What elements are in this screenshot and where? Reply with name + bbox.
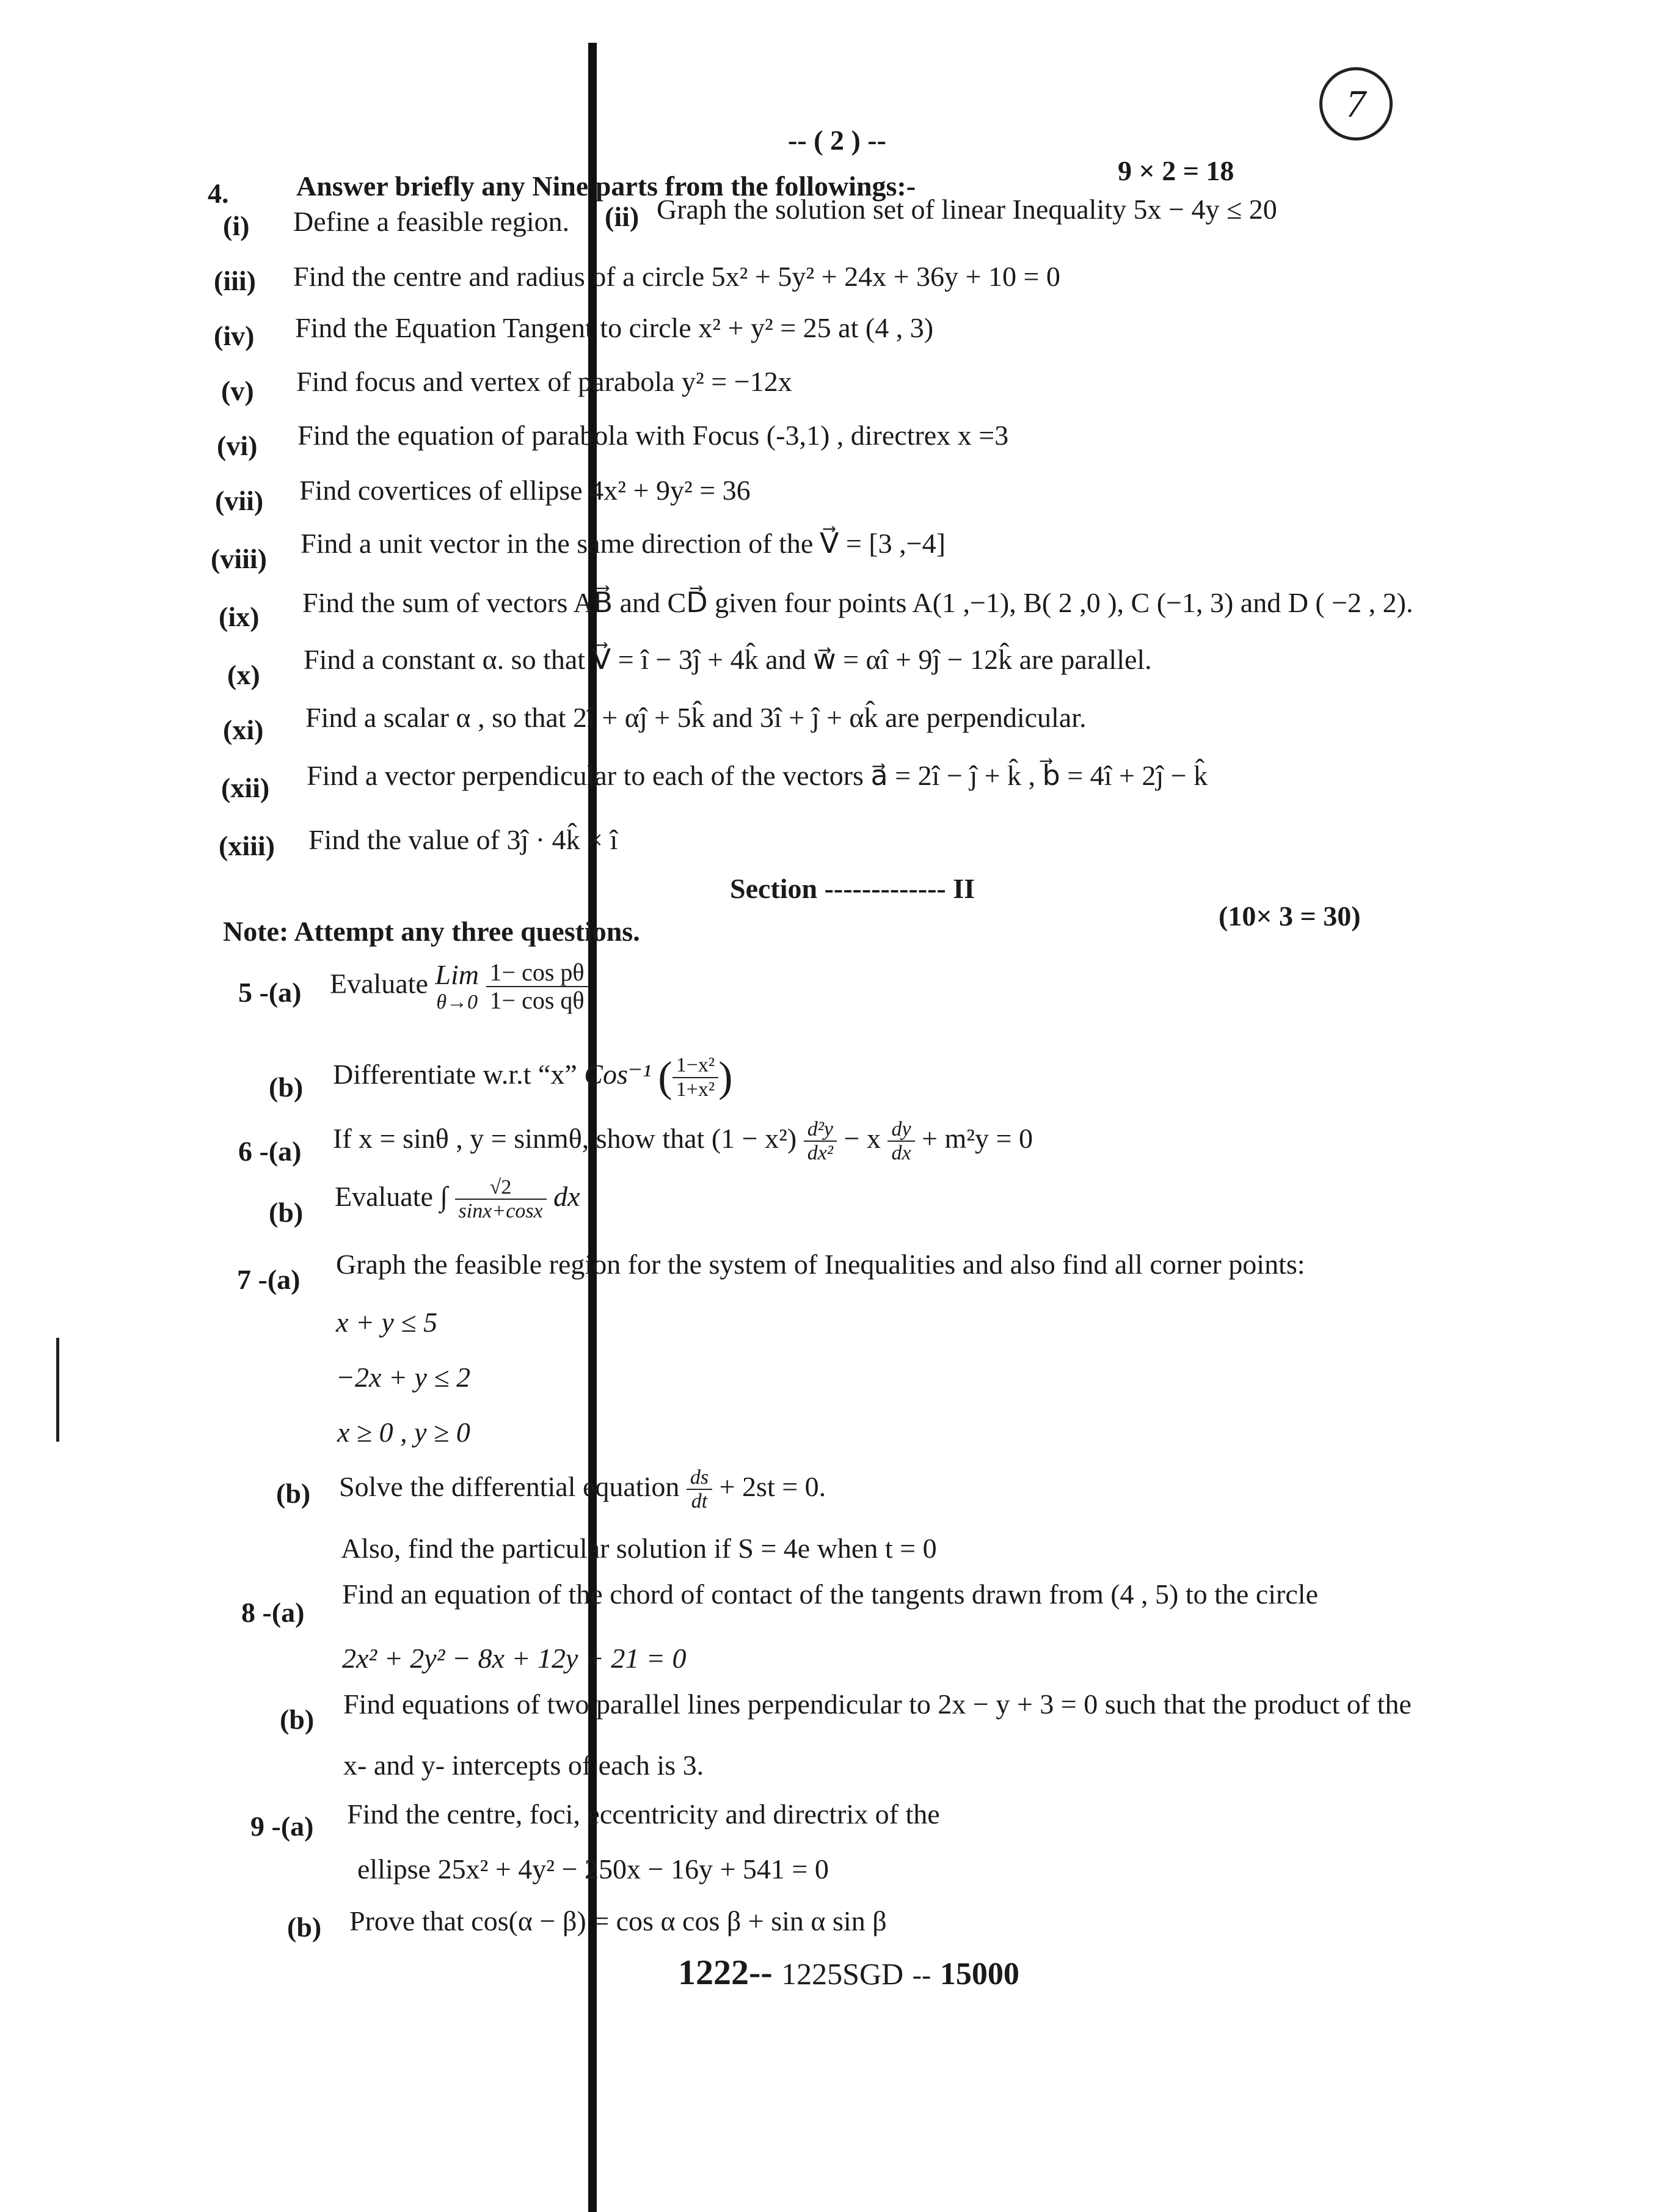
q4-instruction: Answer briefly any Nine parts from the followings:- xyxy=(296,170,916,202)
q7b-end: + 2st = 0. xyxy=(719,1470,826,1502)
q4-part-text: Find the centre and radius of a circle 5x² + 5y² + 24x + 36y + 10 = 0 xyxy=(293,261,1060,292)
q4-part-text: Find the sum of vectors AB⃗ and CD⃗ given four points A(1 ,−1), B( 2 ,0 ), C (−1, 3) and D ( −2 , 2). xyxy=(302,587,1413,618)
q9a-label: 9 -(a) xyxy=(250,1811,314,1842)
q5a-limit xyxy=(435,960,479,1013)
footer-code-1: 1222-- xyxy=(678,1952,773,1992)
q4-part-text: Find a constant α. so that V⃗ = î − 3ĵ + 4k̂ and w⃗ = αî + 9ĵ − 12k̂ are parallel. xyxy=(304,644,1152,675)
q6b-denominator: sinx+cosx xyxy=(458,1200,543,1223)
q9b-text: Prove that cos(α − β) = cos α cos β + sin α sin β xyxy=(349,1905,887,1936)
footer-code-3: 15000 xyxy=(939,1957,1019,1991)
q8a-label: 8 -(a) xyxy=(241,1597,305,1628)
q5b-function: Cos⁻¹ xyxy=(584,1059,651,1090)
q4-part-label: (xi) xyxy=(223,714,264,745)
q4-part-text: Find the Equation Tangent to circle x² + y² = 25 at (4 , 3) xyxy=(295,312,934,343)
q6a-fraction-2 xyxy=(887,1118,914,1165)
q4-part-text: Find the equation of parabola with Focus (-3,1) , directrex x =3 xyxy=(297,420,1009,451)
q9b-label: (b) xyxy=(287,1911,322,1943)
q7a-label: 7 -(a) xyxy=(237,1264,301,1295)
q8b-text: Find equations of two parallel lines perpendicular to 2x − y + 3 = 0 such that the product of the xyxy=(343,1688,1412,1720)
q4-part-label: (iv) xyxy=(214,320,255,351)
q4-part-label: (x) xyxy=(227,659,260,690)
q4-part-label: (xiii) xyxy=(219,830,275,861)
q7a-text: Graph the feasible region for the system of Inequalities and also find all corner points: xyxy=(336,1249,1305,1280)
q4-part-label: (iii) xyxy=(214,265,256,296)
q5a-lim-word: Lim xyxy=(435,959,479,990)
q6a-f2-den: dx xyxy=(891,1142,911,1165)
q5b-label: (b) xyxy=(269,1071,304,1103)
section-marks: (10× 3 = 30) xyxy=(1219,900,1361,932)
q5b-denominator: 1+x² xyxy=(676,1078,715,1101)
q4-part-label: (vi) xyxy=(217,430,258,461)
q7b-expression xyxy=(339,1466,826,1513)
q8a-text: Find an equation of the chord of contact of the tangents drawn from (4 , 5) to the circle xyxy=(342,1579,1318,1610)
q5a-fraction xyxy=(486,959,588,1014)
q5a-label: 5 -(a) xyxy=(238,977,302,1008)
q5b-numerator: 1−x² xyxy=(672,1054,718,1078)
q7a-inequality: x ≥ 0 , y ≥ 0 xyxy=(337,1417,470,1448)
paper-code-footer xyxy=(678,1952,1019,1993)
q6a-f2-num: dy xyxy=(887,1118,914,1142)
q6b-numerator: √2 xyxy=(455,1176,547,1200)
q7b-text: Solve the differential equation xyxy=(339,1470,680,1502)
q7b-line2: Also, find the particular solution if S = 4e when t = 0 xyxy=(341,1533,937,1564)
q5a-denominator: 1− cos qθ xyxy=(489,987,585,1014)
q6a-text: If x = sinθ , y = sinmθ, show that (1 − x²) xyxy=(333,1122,797,1154)
q6b-fraction xyxy=(455,1176,547,1223)
q4-marks: 9 × 2 = 18 xyxy=(1118,155,1234,186)
page-number: -- ( 2 ) -- xyxy=(788,125,886,156)
q5b-text: Differentiate w.r.t “x” xyxy=(333,1059,577,1090)
q6b-text: Evaluate ∫ xyxy=(335,1180,448,1212)
footer-separator: -- xyxy=(912,1959,931,1990)
q9a-text: Find the centre, foci, eccentricity and directrix of the xyxy=(347,1798,940,1830)
q5a-text: Evaluate xyxy=(330,968,428,999)
q4-part-label: (ix) xyxy=(219,601,260,632)
q5a-numerator: 1− cos pθ xyxy=(486,959,588,987)
q4-part-label: (i) xyxy=(223,210,250,241)
q4-part-label: (viii) xyxy=(211,543,267,574)
q7b-numerator: ds xyxy=(687,1466,712,1490)
q5a-expression xyxy=(330,959,588,1014)
q5b-fraction xyxy=(672,1054,718,1101)
q4-part-label: (vii) xyxy=(215,485,264,516)
section-note: Note: Attempt any three questions. xyxy=(223,916,640,947)
q6a-f1-den: dx² xyxy=(807,1142,833,1165)
q4-part-label: (xii) xyxy=(221,772,270,803)
q4-part-text: Find a scalar α , so that 2î + αĵ + 5k̂ and 3î + ĵ + αk̂ are perpendicular. xyxy=(305,702,1087,733)
q7a-inequality: −2x + y ≤ 2 xyxy=(336,1362,471,1393)
q4-part-text: Find a unit vector in the same direction of the V⃗ = [3 ,−4] xyxy=(301,528,946,559)
q6a-mid: − x xyxy=(844,1122,881,1154)
q4-part-text: Find the value of 3ĵ · 4k̂ × î xyxy=(308,824,618,855)
q7b-denominator: dt xyxy=(691,1490,708,1513)
q8b-line2: x- and y- intercepts of each is 3. xyxy=(343,1750,704,1781)
section-title: Section ------------- II xyxy=(730,873,975,904)
q4-part-text: Find covertices of ellipse 4x² + 9y² = 36 xyxy=(299,475,751,506)
q4-part-text: Graph the solution set of linear Inequality 5x − 4y ≤ 20 xyxy=(657,194,1277,225)
q8a-equation: 2x² + 2y² − 8x + 12y + 21 = 0 xyxy=(342,1643,687,1674)
q7b-fraction xyxy=(687,1466,712,1513)
q8b-label: (b) xyxy=(280,1704,315,1735)
q6b-end: dx xyxy=(553,1180,580,1212)
q5b-expression: Differentiate w.r.t “x” Cos⁻¹ ( $\frac{\text{1−x²}}{\text{1+x²}}$ ) xyxy=(333,1054,733,1101)
scan-margin-mark xyxy=(56,1338,59,1442)
footer-code-2: 1225SGD xyxy=(781,1957,904,1991)
q7b-label: (b) xyxy=(276,1478,311,1509)
q4-part-text: Find focus and vertex of parabola y² = −12x xyxy=(296,366,792,397)
corner-handwritten-mark: 7 xyxy=(1319,67,1393,141)
q4-part-label: (v) xyxy=(221,375,254,406)
q6a-expression xyxy=(333,1118,1033,1165)
q4-part-text: Find a vector perpendicular to each of the vectors a⃗ = 2î − ĵ + k̂ , b⃗ = 4î + 2ĵ − k̂ xyxy=(307,760,1208,791)
q6a-end: + m²y = 0 xyxy=(922,1122,1033,1154)
q4-part-text: Define a feasible region. xyxy=(293,206,570,237)
q9a-line2: ellipse 25x² + 4y² − 250x − 16y + 541 = 0 xyxy=(357,1853,829,1885)
q7a-inequality: x + y ≤ 5 xyxy=(336,1307,438,1338)
q6b-expression xyxy=(335,1176,580,1223)
q6a-fraction-1 xyxy=(804,1118,837,1165)
q6a-label: 6 -(a) xyxy=(238,1136,302,1167)
q5a-lim-sub: θ→0 xyxy=(436,990,478,1013)
q4-part-label: (ii) xyxy=(605,201,640,232)
q4-number: 4. xyxy=(208,178,229,209)
q6a-f1-num: d²y xyxy=(804,1118,837,1142)
q6b-label: (b) xyxy=(269,1197,304,1228)
